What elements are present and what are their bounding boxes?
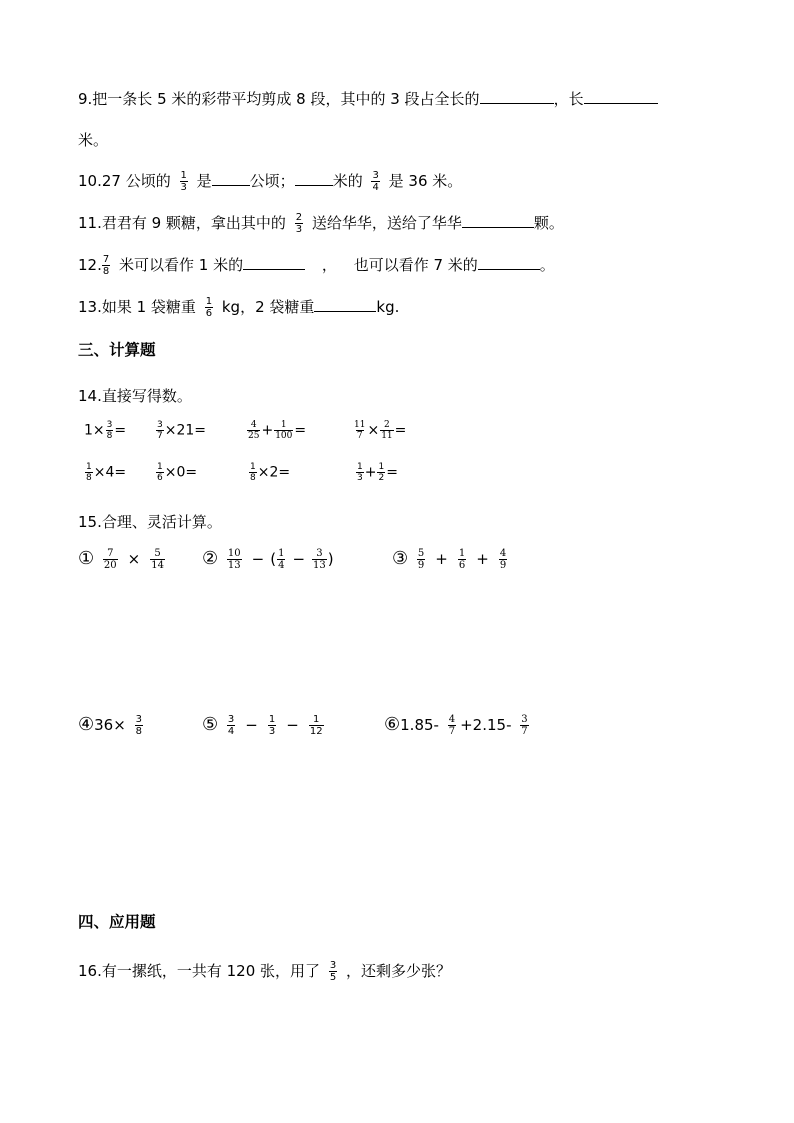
item-post: = [114, 422, 127, 439]
fraction [247, 420, 260, 441]
section-3-heading: 三、计算题 [78, 341, 156, 359]
operator: − [292, 550, 306, 568]
circled-number-2: ② [202, 548, 219, 569]
q11-fraction [295, 212, 303, 235]
q15-expr-5 [202, 714, 328, 737]
numerator: 1 [205, 296, 213, 307]
circled-number-1: ① [78, 548, 95, 569]
q9-blank-1[interactable] [480, 88, 554, 104]
fraction [448, 714, 456, 737]
q11-end: 颗。 [533, 214, 564, 232]
q12-mid2: ， [321, 256, 337, 274]
denominator: 7 [356, 431, 363, 441]
q13-fraction [205, 296, 213, 319]
question-15-title: 15.合理、灵活计算。 [78, 513, 222, 531]
q14-item-8 [355, 462, 398, 483]
q10-fraction-2 [371, 170, 379, 193]
fraction [309, 714, 324, 737]
q14-item-7 [248, 462, 290, 483]
item-pre: 1× [84, 422, 105, 439]
numerator: 1 [280, 420, 287, 430]
numerator: 1 [357, 462, 363, 472]
numerator: 1 [313, 714, 320, 725]
denominator: 5 [329, 972, 337, 983]
numerator: 1 [278, 548, 285, 559]
circled-number-3: ③ [392, 548, 409, 569]
q14-item-1 [84, 420, 126, 441]
expr-mid: +2.15- [460, 716, 512, 734]
fraction [156, 462, 164, 483]
right-paren: ) [327, 550, 334, 568]
operator: + [476, 550, 489, 568]
denominator: 14 [151, 560, 164, 571]
numerator: 3 [106, 420, 113, 430]
numerator: 3 [372, 170, 379, 181]
numerator: 1 [86, 462, 92, 472]
q13-end: kg. [376, 298, 400, 316]
denominator: 8 [102, 266, 110, 277]
fraction [377, 462, 385, 483]
numerator: 3 [316, 548, 323, 559]
denominator: 6 [157, 473, 163, 483]
item-op: ×21= [164, 422, 207, 439]
q12-blank-1[interactable] [243, 254, 305, 270]
circled-number-6: ⑥ [384, 714, 401, 735]
q10-end: 是 36 米。 [388, 172, 463, 190]
denominator: 7 [448, 726, 456, 737]
q15-expr-3 [392, 548, 511, 571]
fraction [356, 462, 364, 483]
item-post: = [394, 422, 407, 439]
fraction [268, 714, 276, 737]
denominator: 100 [275, 431, 293, 441]
numerator: 2 [384, 420, 390, 430]
numerator: 1 [180, 170, 187, 181]
fraction [520, 714, 528, 737]
denominator: 8 [86, 473, 92, 483]
q13-blank[interactable] [314, 296, 376, 312]
item-op: × [367, 422, 380, 439]
q14-item-5 [84, 462, 126, 483]
q9-blank-2[interactable] [584, 88, 658, 104]
fraction [274, 420, 293, 441]
q13-mid: kg，2 袋糖重 [221, 298, 315, 316]
fraction [353, 420, 366, 441]
item-post: = [294, 422, 307, 439]
item-op: ×2= [257, 464, 291, 481]
left-paren: ( [270, 550, 277, 568]
fraction [249, 462, 257, 483]
q16-end: ，还剩多少张？ [345, 962, 451, 980]
item-op: ×0= [164, 464, 198, 481]
denominator: 25 [248, 431, 260, 441]
q16-fraction [329, 960, 337, 983]
question-10 [78, 170, 462, 193]
section-4-heading: 四、应用题 [78, 913, 156, 931]
numerator: 10 [227, 548, 241, 559]
q12-fraction [102, 254, 110, 277]
q14-item-3 [246, 420, 306, 441]
operator: × [127, 550, 141, 568]
q12-blank-2[interactable] [478, 254, 540, 270]
denominator: 13 [313, 560, 326, 571]
operator: − [245, 716, 258, 734]
fraction [417, 548, 425, 571]
numerator: 11 [354, 420, 366, 430]
fraction [103, 548, 118, 571]
q10-prefix: 10.27 公顷的 [78, 172, 171, 190]
q15-expr-6 [384, 714, 533, 737]
denominator: 13 [227, 560, 241, 571]
numerator: 1 [378, 462, 385, 472]
item-op: + [261, 422, 274, 439]
question-16 [78, 960, 451, 983]
numerator: 4 [448, 714, 456, 725]
numerator: 3 [135, 714, 142, 725]
numerator: 1 [268, 714, 276, 725]
q15-expr-1 [78, 548, 169, 571]
q12-prefix: 12. [78, 256, 102, 274]
q14-item-6 [155, 462, 197, 483]
denominator: 9 [417, 560, 425, 571]
denominator: 20 [103, 560, 117, 571]
q11-prefix: 11.君君有 9 颗糖，拿出其中的 [78, 214, 286, 232]
expr-pre: 1.85- [400, 716, 439, 734]
q15-expr-4 [78, 714, 147, 737]
denominator: 3 [357, 473, 363, 483]
numerator: 5 [154, 548, 161, 559]
numerator: 1 [458, 548, 466, 559]
denominator: 3 [268, 726, 276, 737]
item-op: + [364, 464, 377, 481]
q15-expr-2 [202, 548, 334, 571]
q10-blank-2[interactable] [295, 170, 333, 186]
q10-blank-1[interactable] [212, 170, 250, 186]
denominator: 2 [378, 473, 385, 483]
denominator: 7 [157, 431, 163, 441]
q9-end: 米。 [78, 131, 109, 149]
question-9 [78, 88, 658, 109]
q11-mid: 送给华华，送给了华华 [311, 214, 462, 232]
fraction [227, 714, 235, 737]
circled-number-5: ⑤ [202, 714, 219, 735]
q16-prefix: 16.有一摞纸，一共有 120 张，用了 [78, 962, 321, 980]
item-post: = [386, 464, 398, 481]
question-12 [78, 254, 555, 277]
fraction [380, 420, 393, 441]
fraction [277, 548, 285, 571]
denominator: 6 [458, 560, 466, 571]
fraction [85, 462, 93, 483]
q14-item-2 [155, 420, 206, 441]
fraction [227, 548, 242, 571]
fraction [156, 420, 164, 441]
question-11 [78, 212, 564, 235]
numerator: 3 [157, 420, 163, 430]
q14-item-4 [352, 420, 406, 441]
operator: − [286, 716, 299, 734]
q12-mid3: 也可以看作 7 米的 [353, 256, 478, 274]
denominator: 7 [521, 726, 528, 737]
numerator: 5 [417, 548, 425, 559]
denominator: 3 [295, 224, 303, 235]
operator: − [251, 550, 265, 568]
denominator: 6 [205, 308, 213, 319]
denominator: 8 [106, 431, 113, 441]
denominator: 4 [278, 560, 285, 571]
fraction [135, 714, 143, 737]
fraction [312, 548, 327, 571]
q10-mid1: 是 [196, 172, 212, 190]
numerator: 3 [521, 714, 528, 725]
fraction [150, 548, 165, 571]
question-14-title: 14.直接写得数。 [78, 387, 192, 405]
fraction [106, 420, 114, 441]
numerator: 3 [227, 714, 235, 725]
numerator: 2 [295, 212, 303, 223]
numerator: 7 [102, 254, 110, 265]
expr-pre: 36× [94, 716, 126, 734]
numerator: 3 [329, 960, 337, 971]
question-13 [78, 296, 399, 319]
q10-fraction-1 [180, 170, 188, 193]
denominator: 11 [381, 431, 393, 441]
denominator: 3 [180, 182, 187, 193]
numerator: 1 [250, 462, 256, 472]
numerator: 1 [157, 462, 163, 472]
circled-number-4: ④ [78, 714, 95, 735]
numerator: 4 [499, 548, 507, 559]
q9-mid: ，长 [553, 90, 584, 108]
q12-mid1: 米可以看作 1 米的 [119, 256, 244, 274]
denominator: 4 [372, 182, 379, 193]
denominator: 8 [135, 726, 142, 737]
denominator: 9 [499, 560, 507, 571]
numerator: 4 [250, 420, 257, 430]
q10-mid3: 米的 [332, 172, 363, 190]
operator: + [435, 550, 448, 568]
denominator: 4 [227, 726, 235, 737]
fraction [458, 548, 466, 571]
q13-prefix: 13.如果 1 袋糖重 [78, 298, 196, 316]
item-op: ×4= [93, 464, 127, 481]
question-9-cont [78, 130, 108, 150]
q12-end: 。 [539, 256, 555, 274]
denominator: 8 [250, 473, 256, 483]
q10-mid2: 公顷； [249, 172, 295, 190]
q11-blank[interactable] [462, 212, 534, 228]
denominator: 12 [309, 726, 323, 737]
fraction [499, 548, 507, 571]
q9-text: 9.把一条长 5 米的彩带平均剪成 8 段，其中的 3 段占全长的 [78, 90, 480, 108]
numerator: 7 [107, 548, 114, 559]
